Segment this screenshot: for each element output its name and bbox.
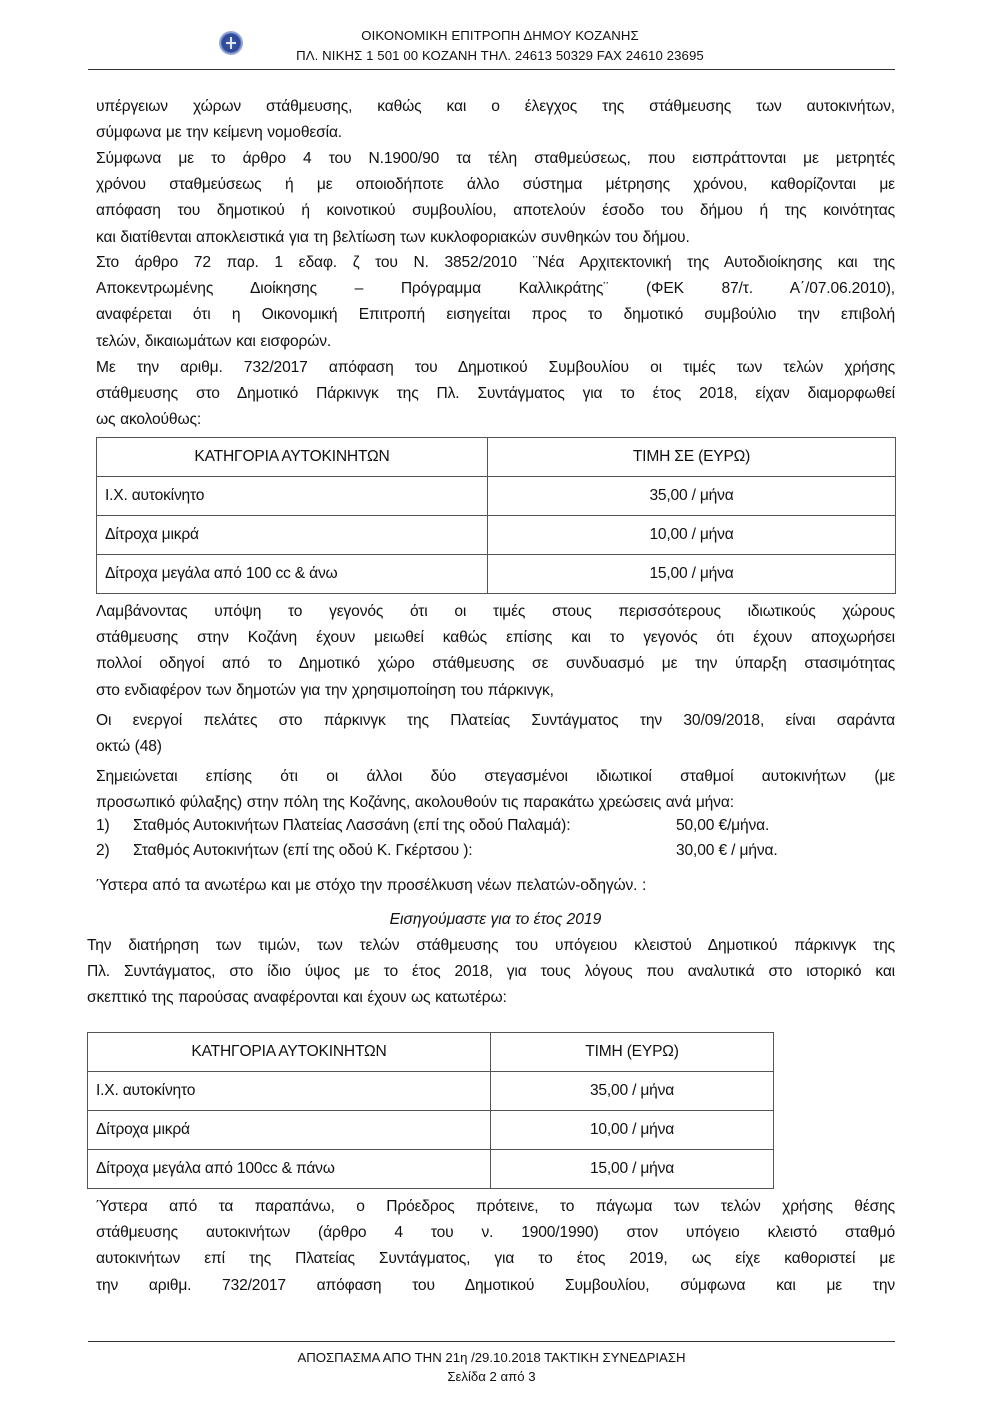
- list-text: Σταθμός Αυτοκινήτων (επί της οδού Κ. Γκέρτσου ):: [133, 842, 473, 859]
- text-line: σύμφωνα με την κείμενη νομοθεσία.: [96, 124, 342, 142]
- cell-category: Δίτροχα μικρά: [88, 1111, 491, 1150]
- cell-price: 35,00 / μήνα: [488, 477, 896, 516]
- column-header-price: ΤΙΜΗ (ΕΥΡΩ): [491, 1033, 774, 1072]
- cell-price: 35,00 / μήνα: [491, 1072, 774, 1111]
- paragraph-7: [96, 764, 895, 816]
- table-header-row: [88, 1033, 774, 1072]
- text-line: σκεπτικό της παρούσας αναφέρονται και έχουν ως κατωτέρω:: [87, 989, 507, 1007]
- list-number: 1): [96, 817, 110, 834]
- text-line: Οι ενεργοί πελάτες στο πάρκινγκ της Πλατείας Συντάγματος την 30/09/2018, είναι σαράντα: [96, 712, 895, 729]
- table-row: [88, 1111, 774, 1150]
- column-header-price: ΤΙΜΗ ΣΕ (ΕΥΡΩ): [488, 438, 896, 477]
- list-price: 50,00 €/μήνα.: [676, 817, 770, 834]
- cell-price: 10,00 / μήνα: [491, 1111, 774, 1150]
- fees-table-2018: [96, 437, 896, 594]
- table-row: [88, 1150, 774, 1189]
- text-line: Ύστερα από τα παραπάνω, ο Πρόεδρος πρότεινε, το πάγωμα των τελών χρήσης θέσης: [96, 1198, 895, 1215]
- paragraph-3: [96, 250, 895, 355]
- table-header-row: [97, 438, 896, 477]
- text-line: στάθμευσης αυτοκινήτων (άρθρο 4 του ν. 1900/1990) στον υπόγειο κλειστό σταθμό: [96, 1224, 895, 1242]
- cell-category: Δίτροχα μεγάλα από 100 cc & άνω: [97, 555, 488, 594]
- fees-table-2019: [87, 1032, 774, 1189]
- text-line: Στο άρθρο 72 παρ. 1 εδαφ. ζ του Ν. 3852/2010 ¨Νέα Αρχιτεκτονική της Αυτοδιοίκησης και της: [96, 254, 895, 271]
- list-price: 30,00 € / μήνα.: [676, 842, 778, 859]
- proposal-heading: Εισηγούμαστε για το έτος 2019: [389, 911, 602, 928]
- text-line: υπέργειων χώρων στάθμευσης, καθώς και ο έλεγχος της στάθμευσης των αυτοκινήτων,: [96, 98, 895, 115]
- cell-category: Δίτροχα μεγάλα από 100cc & πάνω: [88, 1150, 491, 1189]
- header-title: ΟΙΚΟΝΟΜΙΚΗ ΕΠΙΤΡΟΠΗ ΔΗΜΟΥ ΚΟΖΑΝΗΣ: [361, 28, 639, 43]
- header-divider: [88, 69, 895, 70]
- paragraph-9: [87, 933, 895, 1012]
- table-row: [88, 1072, 774, 1111]
- table-row: [97, 477, 896, 516]
- column-header-category: ΚΑΤΗΓΟΡΙΑ ΑΥΤΟΚΙΝΗΤΩΝ: [88, 1033, 491, 1072]
- text-line: Αποκεντρωμένης Διοίκησης – Πρόγραμμα Καλλικράτης¨ (ΦΕΚ 87/τ. Α΄/07.06.2010),: [96, 280, 895, 298]
- table-row: [97, 516, 896, 555]
- text-line: οκτώ (48): [96, 738, 162, 756]
- cell-category: Ι.Χ. αυτοκίνητο: [88, 1072, 491, 1111]
- paragraph-4: [96, 355, 895, 434]
- text-line: απόφαση του δημοτικού ή κοινοτικού συμβουλίου, αποτελούν έσοδο του δήμου ή της κοινότητας: [96, 202, 895, 220]
- text-line: Σημειώνεται επίσης ότι οι άλλοι δύο στεγασμένοι ιδιωτικοί σταθμοί αυτοκινήτων (με: [96, 768, 895, 785]
- text-line: στο ενδιαφέρον των δημοτών για την χρησιμοποίηση του πάρκινγκ,: [96, 681, 554, 699]
- text-line: αυτοκινήτων επί της Πλατείας Συντάγματος, για το έτος 2019, ως είχε καθοριστεί με: [96, 1250, 895, 1268]
- text-line: Σύμφωνα με το άρθρο 4 του Ν.1900/90 τα τέλη σταθμεύσεως, που εισπράττονται με μετρητές: [96, 150, 895, 167]
- text-line: Λαμβάνοντας υπόψη το γεγονός ότι οι τιμές στους περισσότερους ιδιωτικούς χώρους: [96, 603, 895, 620]
- text-line: προσωπικό φύλαξης) στην πόλη της Κοζάνης, ακολουθούν τις παρακάτω χρεώσεις ανά μήνα:: [96, 794, 734, 812]
- paragraph-10: [96, 1194, 895, 1299]
- text-line: χρόνου σταθμεύσεως ή με οποιοδήποτε άλλο σύστημα μέτρησης χρόνου, καθορίζονται με: [96, 176, 895, 194]
- paragraph-8: [96, 873, 895, 899]
- list-text: Σταθμός Αυτοκινήτων Πλατείας Λασσάνη (επί της οδού Παλαμά):: [133, 817, 571, 834]
- text-line: Με την αριθμ. 732/2017 απόφαση του Δημοτικού Συμβουλίου οι τιμές των τελών χρήσης: [96, 359, 895, 376]
- text-line: Ύστερα από τα ανωτέρω και με στόχο την προσέλκυση νέων πελατών-οδηγών. :: [96, 877, 647, 894]
- text-line: πολλοί οδηγοί από το Δημοτικό χώρο στάθμευσης σε συνδυασμό με την ύπαρξη στασιμότητας: [96, 655, 895, 673]
- text-line: Την διατήρηση των τιμών, των τελών στάθμευσης του υπόγειου κλειστού Δημοτικού πάρκινγκ της: [87, 937, 895, 954]
- text-line: αναφέρεται ότι η Οικονομική Επιτροπή εισηγείται προς το δημοτικό συμβούλιο την επιβολή: [96, 306, 895, 324]
- cell-category: Ι.Χ. αυτοκίνητο: [97, 477, 488, 516]
- paragraph-1: [96, 94, 895, 146]
- text-line: και διατίθενται αποκλειστικά για τη βελτίωση των κυκλοφοριακών συνθηκών του δήμου.: [96, 228, 690, 246]
- cell-price: 15,00 / μήνα: [491, 1150, 774, 1189]
- paragraph-6: [96, 708, 895, 760]
- table-row: [97, 555, 896, 594]
- paragraph-2: [96, 146, 895, 251]
- text-line: τελών, δικαιωμάτων και εισφορών.: [96, 332, 332, 350]
- footer-divider: [88, 1341, 895, 1342]
- text-line: ως ακολούθως:: [96, 411, 202, 429]
- text-line: Πλ. Συντάγματος, στο ίδιο ύψος με το έτος 2018, για τους λόγους που αναλυτικά στο ιστορικό και: [87, 963, 895, 981]
- column-header-category: ΚΑΤΗΓΟΡΙΑ ΑΥΤΟΚΙΝΗΤΩΝ: [97, 438, 488, 477]
- cell-category: Δίτροχα μικρά: [97, 516, 488, 555]
- text-line: την αριθμ. 732/2017 απόφαση του Δημοτικού Συμβουλίου, σύμφωνα και με την: [96, 1276, 895, 1294]
- footer-page-number: Σελίδα 2 από 3: [447, 1369, 536, 1384]
- footer-session: ΑΠΟΣΠΑΣΜΑ ΑΠΟ ΤΗΝ 21η /29.10.2018 ΤΑΚΤΙΚΗ ΣΥΝΕΔΡΙΑΣΗ: [297, 1350, 686, 1365]
- paragraph-5: [96, 599, 895, 704]
- text-line: στάθμευσης στην Κοζάνη έχουν μειωθεί καθώς επίσης και το γεγονός ότι έχουν αποχωρήσει: [96, 629, 895, 647]
- list-number: 2): [96, 842, 110, 859]
- cell-price: 15,00 / μήνα: [488, 555, 896, 594]
- cell-price: 10,00 / μήνα: [488, 516, 896, 555]
- header-address: ΠΛ. ΝΙΚΗΣ 1 501 00 ΚΟΖΑΝΗ ΤΗΛ. 24613 50329 FAX 24610 23695: [296, 48, 704, 63]
- text-line: στάθμευσης στο Δημοτικό Πάρκινγκ της Πλ. Συντάγματος για το έτος 2018, είχαν διαμορφωθεί: [96, 385, 895, 403]
